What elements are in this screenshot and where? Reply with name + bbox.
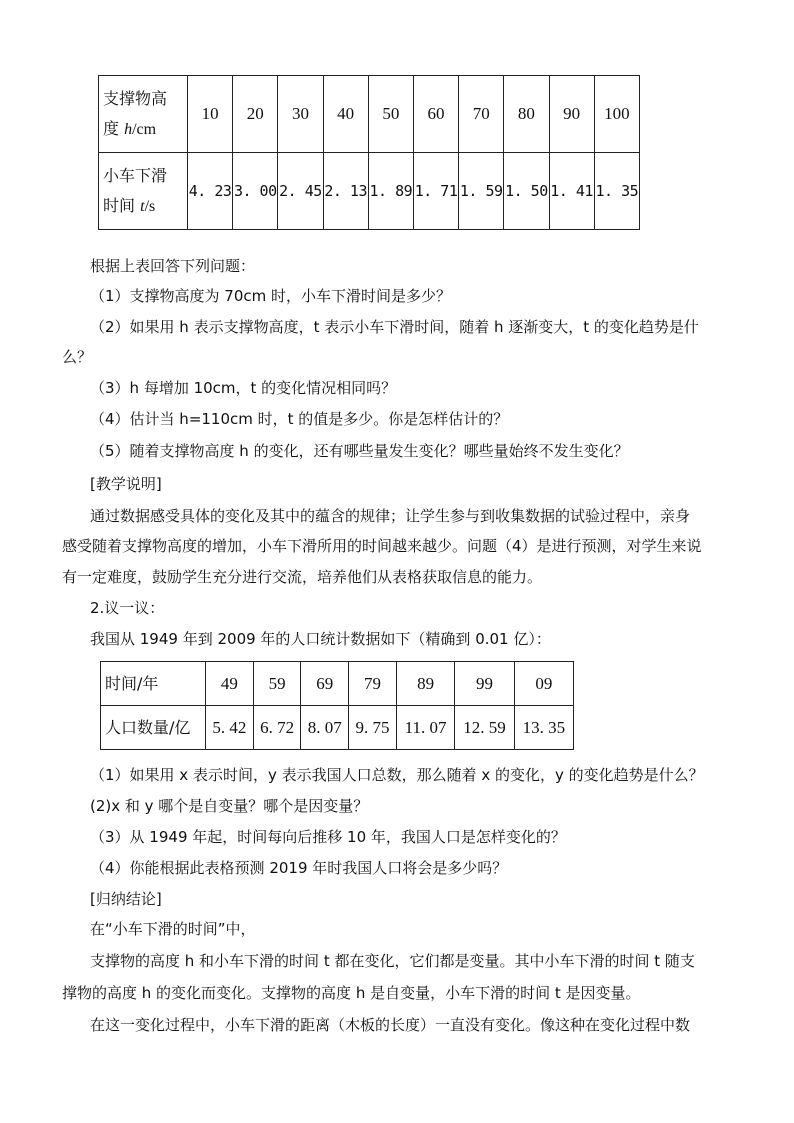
teaching-note: 通过数据感受具体的变化及其中的蕴含的规律；让学生参与到收集数据的试验过程中，亲身 <box>90 507 691 525</box>
table-cell: 79 <box>349 662 397 706</box>
conclusion-text: 撑物的高度 h 的变化而变化。支撑物的高度 h 是自变量，小车下滑的时间 t 是因变量。 <box>62 984 641 1002</box>
population-question-3: （3）从 1949 年起，时间每向后推移 10 年，我国人口是怎样变化的？ <box>90 828 566 846</box>
table-cell: 6. 72 <box>253 706 301 750</box>
table-cell: 90 <box>549 76 594 153</box>
row-header-height: 支撑物高 度 h/cm <box>99 76 188 153</box>
table-cell: 8. 07 <box>301 706 349 750</box>
table-cell: 1. 71 <box>413 153 458 230</box>
row-header-year: 时间/年 <box>101 662 206 706</box>
table-cell: 1. 50 <box>504 153 549 230</box>
population-question-2: (2)x 和 y 哪个是自变量？哪个是因变量？ <box>90 797 369 815</box>
question-3: （3）h 每增加 10cm，t 的变化情况相同吗？ <box>90 379 397 397</box>
table-cell: 1. 89 <box>368 153 413 230</box>
question-2-cont: 么？ <box>62 348 93 366</box>
table-cell: 69 <box>301 662 349 706</box>
conclusion-text: 在“小车下滑的时间”中， <box>90 920 256 938</box>
question-4: （4）估计当 h=110cm 时，t 的值是多少。你是怎样估计的？ <box>90 410 509 428</box>
question-5: （5）随着支撑物高度 h 的变化，还有哪些量发生变化？哪些量始终不发生变化？ <box>90 442 629 460</box>
table-cell: 80 <box>504 76 549 153</box>
population-question-4: （4）你能根据此表格预测 2019 年时我国人口将会是多少吗？ <box>90 859 508 877</box>
table-cell: 49 <box>206 662 254 706</box>
table-cell: 11. 07 <box>396 706 454 750</box>
table-cell: 40 <box>323 76 368 153</box>
table-cell: 59 <box>253 662 301 706</box>
table-row <box>99 76 640 153</box>
table-cell: 1. 41 <box>549 153 594 230</box>
question-2: （2）如果用 h 表示支撑物高度，t 表示小车下滑时间，随着 h 逐渐变大，t 的变化趋势是什 <box>90 318 699 336</box>
table-cell: 4. 23 <box>188 153 233 230</box>
table-cell: 13. 35 <box>514 706 573 750</box>
table-row <box>99 153 640 230</box>
population-question-1: （1）如果用 x 表示时间，y 表示我国人口总数，那么随着 x 的变化，y 的变化趋势是什么？ <box>90 766 704 784</box>
table-cell: 10 <box>188 76 233 153</box>
table-cell: 70 <box>459 76 504 153</box>
table-cell: 60 <box>413 76 458 153</box>
table-row <box>101 662 574 706</box>
table-cell: 9. 75 <box>349 706 397 750</box>
conclusion-title: [归纳结论] <box>90 890 162 908</box>
row-header-time: 小车下滑 时间 t/s <box>99 153 188 230</box>
table-cell: 2. 13 <box>323 153 368 230</box>
table-cell: 1. 35 <box>594 153 639 230</box>
conclusion-text: 支撑物的高度 h 和小车下滑的时间 t 都在变化，它们都是变量。其中小车下滑的时间 t 随支 <box>90 952 695 970</box>
table-cell: 12. 59 <box>455 706 514 750</box>
population-table <box>100 661 574 750</box>
teaching-note-cont: 有一定难度，鼓励学生充分进行交流，培养他们从表格获取信息的能力。 <box>62 568 543 586</box>
teaching-note-cont: 感受随着支撑物高度的增加，小车下滑所用的时间越来越少。问题（4）是进行预测，对学生来说 <box>62 537 702 555</box>
table-cell: 89 <box>396 662 454 706</box>
table-cell: 3. 00 <box>233 153 278 230</box>
height-time-table <box>98 75 640 230</box>
table-cell: 30 <box>278 76 323 153</box>
table-cell: 5. 42 <box>206 706 254 750</box>
intro-text: 根据上表回答下列问题： <box>90 257 256 275</box>
conclusion-text: 在这一变化过程中，小车下滑的距离（木板的长度）一直没有变化。像这种在变化过程中数 <box>90 1016 691 1034</box>
teaching-note-title: [教学说明] <box>90 475 162 493</box>
table-cell: 50 <box>368 76 413 153</box>
table-row <box>101 706 574 750</box>
table-cell: 100 <box>594 76 639 153</box>
population-intro: 我国从 1949 年到 2009 年的人口统计数据如下（精确到 0.01 亿）： <box>90 630 551 648</box>
table-cell: 2. 45 <box>278 153 323 230</box>
table-cell: 09 <box>514 662 573 706</box>
table-cell: 1. 59 <box>459 153 504 230</box>
table-cell: 99 <box>455 662 514 706</box>
discuss-heading: 2.议一议： <box>90 599 165 617</box>
question-1: （1）支撑物高度为 70cm 时，小车下滑时间是多少？ <box>90 287 452 305</box>
table-cell: 20 <box>233 76 278 153</box>
row-header-population: 人口数量/亿 <box>101 706 206 750</box>
